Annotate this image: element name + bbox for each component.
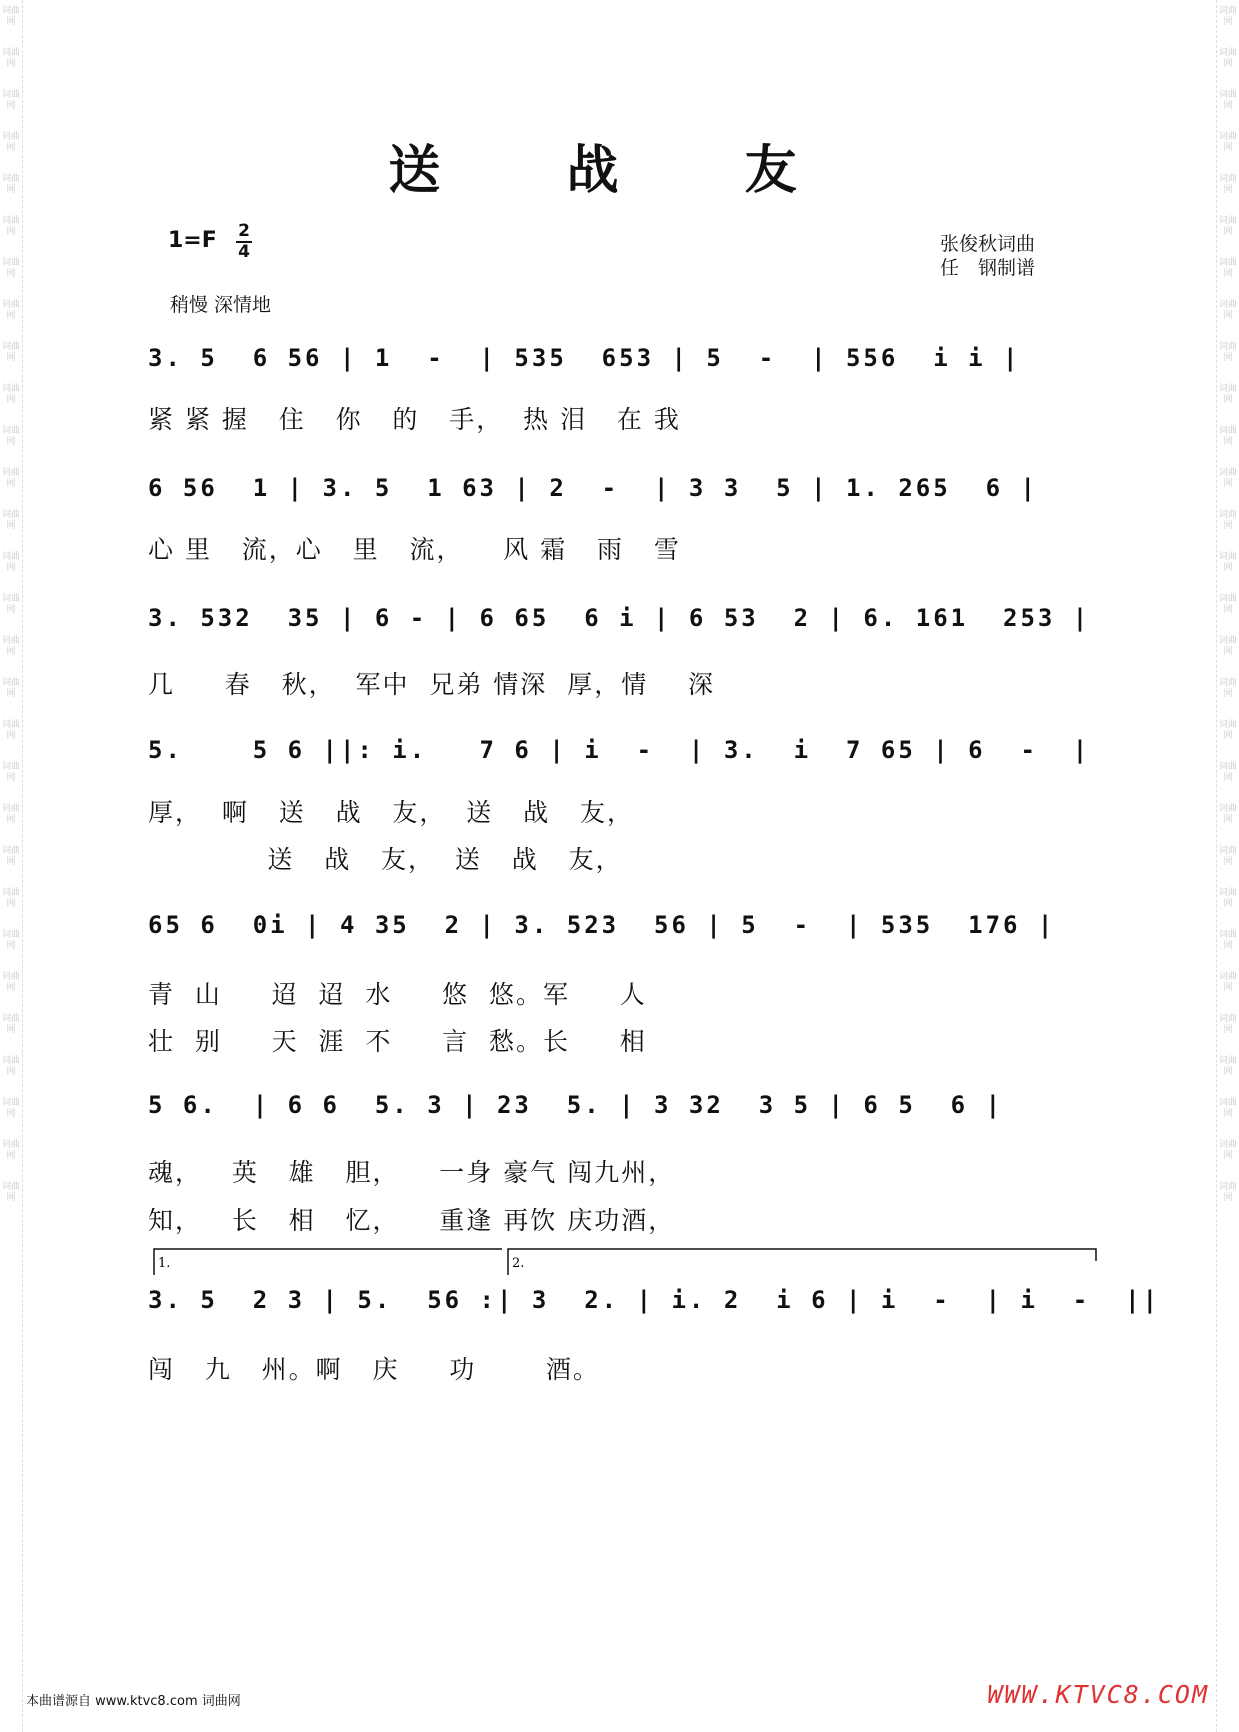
lyric-line: 青 山 迢 迢 水 悠 悠。军 人	[148, 980, 647, 1009]
left-margin-watermark: 词曲网 词曲网 词曲网 词曲网 词曲网 词曲网 词曲网 词曲网 词曲网 词曲网 词曲网 词曲网 词曲网 词曲网 词曲网 词曲网 词曲网 词曲网 词曲网 词曲网 词曲网 词曲网 词曲网 词曲网 词曲网 词曲网 词曲网 词曲网 词曲网	[0, 0, 23, 1732]
composer-credit: 张俊秋词曲	[940, 233, 1036, 255]
notation-line: 3. 5 6 56 | 1 - | 535 653 | 5 - | 556 i i |	[148, 344, 1021, 372]
volta-second-label: 2.	[512, 1256, 525, 1271]
time-signature: 2 4	[236, 222, 252, 262]
lyric-line: 心 里 流，心 里 流， 风 霜 雨 雪	[148, 535, 681, 564]
lyric-line: 魂， 英 雄 胆， 一身 豪气 闯九州，	[148, 1158, 676, 1187]
notation-line: 3. 532 35 | 6 - | 6 65 6 i | 6 53 2 | 6. 161 253 |	[148, 604, 1091, 632]
lyric-line: 送 战 友， 送 战 友，	[148, 845, 623, 874]
lyric-line: 几 春 秋， 军中 兄弟 情深 厚，情 深	[148, 670, 715, 699]
site-logo[interactable]: WWW.KTVC8.COM	[987, 1680, 1209, 1709]
score-system-6	[148, 1085, 1098, 1131]
lyric-line: 知， 长 相 忆， 重逢 再饮 庆功酒，	[148, 1206, 676, 1235]
score-system-1	[148, 338, 1098, 384]
score-system-7	[148, 1280, 1161, 1326]
score-system-2	[148, 468, 1098, 514]
notation-line: 6 56 1 | 3. 5 1 63 | 2 - | 3 3 5 | 1. 265 6 |	[148, 474, 1038, 502]
volta-first-label: 1.	[158, 1256, 171, 1271]
lyric-line: 壮 别 天 涯 不 言 愁。长 相	[148, 1027, 647, 1056]
notation-line: 5. 5 6 ||: i. 7 6 | i - | 3. i 7 65 | 6 - |	[148, 736, 1091, 764]
lyric-line: 厚， 啊 送 战 友， 送 战 友，	[148, 798, 634, 827]
notation-line: 3. 5 2 3 | 5. 56 :| 3 2. | i. 2 i 6 | i - | i - ||	[148, 1286, 1161, 1314]
score-system-3	[148, 598, 1098, 644]
volta-brackets	[152, 1247, 1098, 1277]
notation-line: 65 6 0i | 4 35 2 | 3. 523 56 | 5 - | 535 176 |	[148, 911, 1056, 939]
key-signature: 1=F	[168, 228, 217, 253]
right-margin-watermark: 词曲网 词曲网 词曲网 词曲网 词曲网 词曲网 词曲网 词曲网 词曲网 词曲网 词曲网 词曲网 词曲网 词曲网 词曲网 词曲网 词曲网 词曲网 词曲网 词曲网 词曲网 词曲网 词曲网 词曲网 词曲网 词曲网 词曲网 词曲网 词曲网	[1216, 0, 1239, 1732]
arranger-credit: 任 钢制谱	[940, 257, 1036, 279]
tempo-marking: 稍慢 深情地	[170, 294, 272, 316]
credits	[940, 232, 1035, 280]
score-system-4	[148, 730, 1098, 776]
notation-line: 5 6. | 6 6 5. 3 | 23 5. | 3 32 3 5 | 6 5 6 |	[148, 1091, 1004, 1119]
score-system-5	[148, 905, 1098, 951]
source-footer: 本曲谱源自 www.ktvc8.com 词曲网	[26, 1694, 241, 1709]
lyric-line: 紧 紧 握 住 你 的 手， 热 泪 在 我	[148, 405, 681, 434]
song-title: 送 战 友	[388, 140, 851, 201]
lyric-line: 闯 九 州。啊 庆 功 酒。	[148, 1355, 600, 1384]
